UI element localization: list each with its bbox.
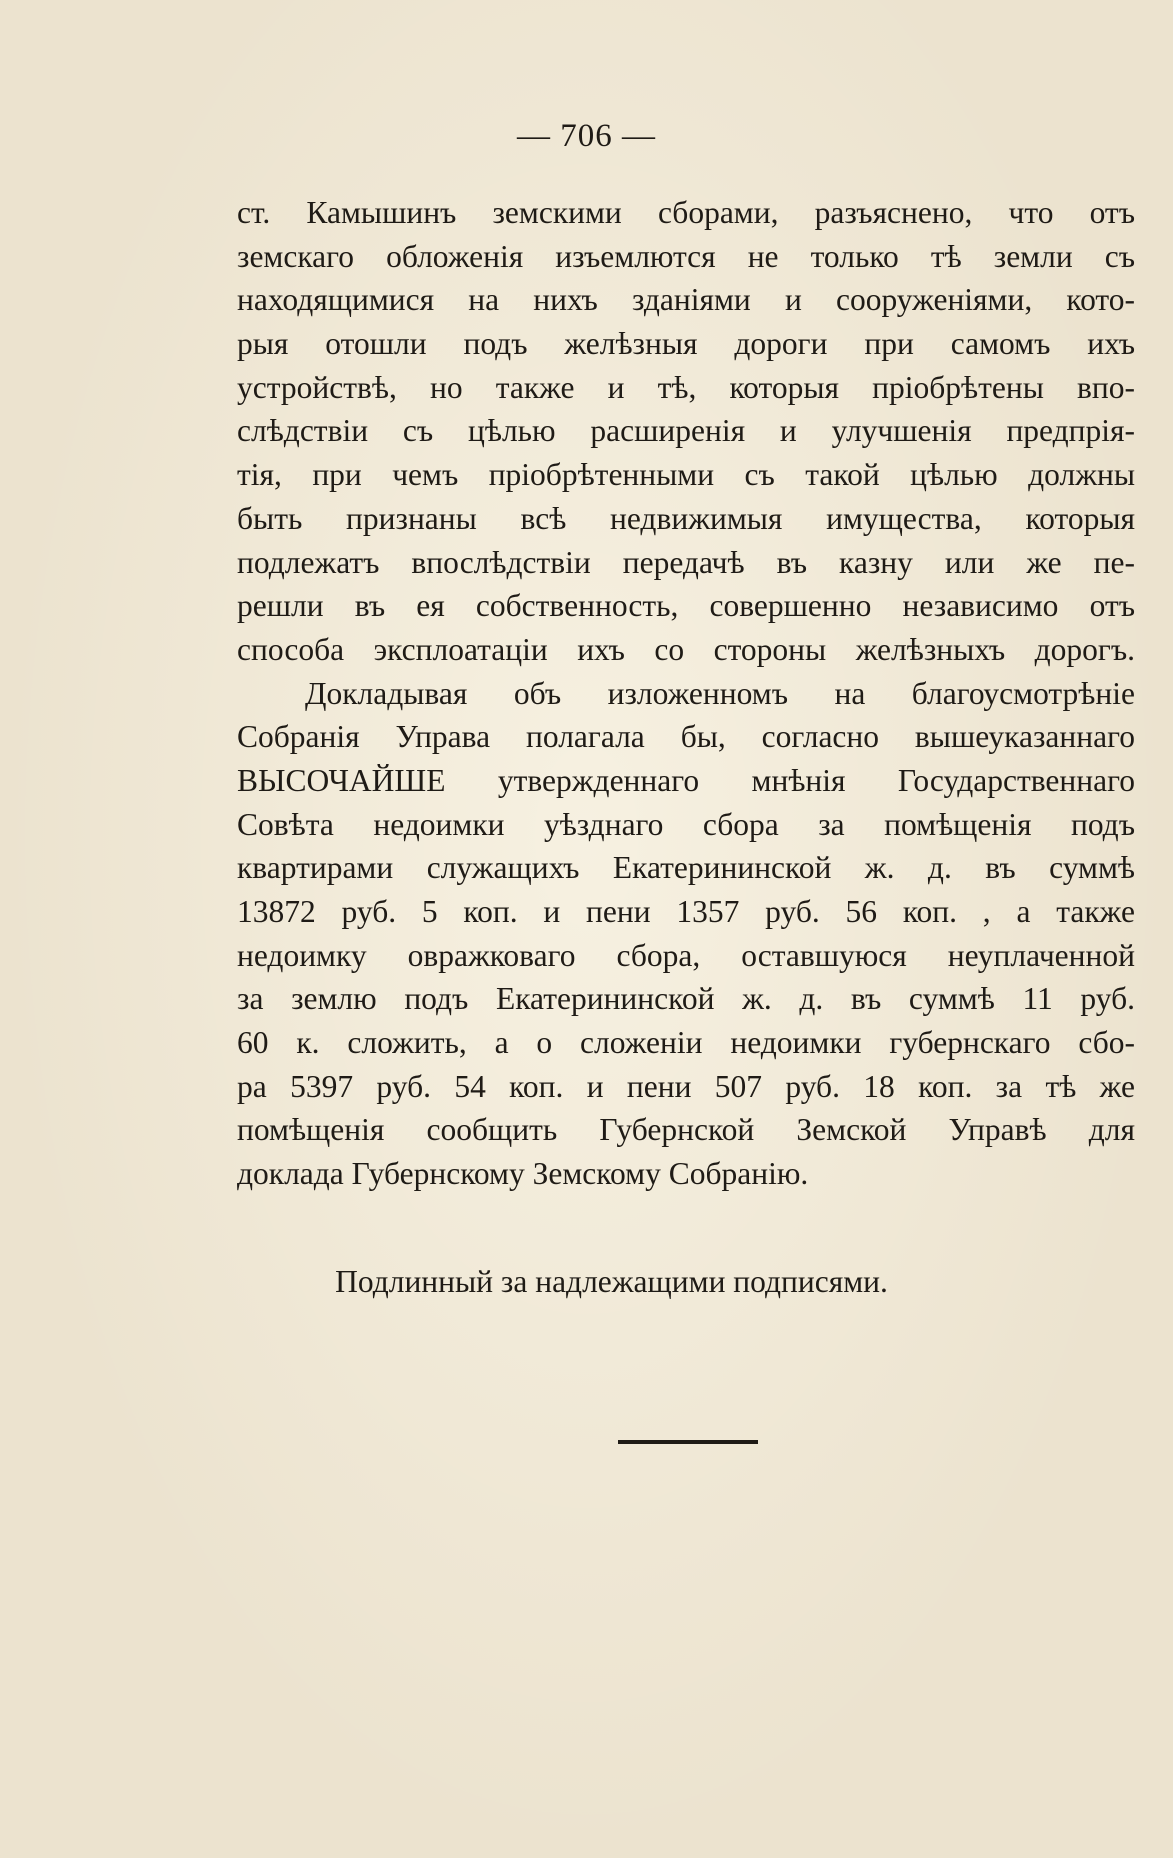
text-line: ра 5397 руб. 54 коп. и пени 507 руб. 18 коп. за тѣ же <box>237 1068 1135 1104</box>
closing-rule <box>618 1440 758 1444</box>
text-line: помѣщенія сообщить Губернской Земской Управѣ для <box>237 1112 1135 1148</box>
text-line: слѣдствіи съ цѣлью расширенія и улучшенія предпрія- <box>237 413 1135 449</box>
text-line: квартирами служащихъ Екатерининской ж. д. въ суммѣ <box>237 850 1135 886</box>
text-line: способа эксплоатаціи ихъ со стороны желѣзныхъ дорогъ. <box>237 631 1135 667</box>
paragraph <box>237 191 1135 672</box>
text-line: решли въ ея собственность, совершенно независимо отъ <box>237 588 1135 624</box>
page-number: — 706 — <box>517 118 656 154</box>
text-line: Собранія Управа полагала бы, согласно вышеуказаннаго <box>237 719 1135 755</box>
text-line: недоимку овражковаго сбора, оставшуюся неуплаченной <box>237 937 1135 973</box>
text-line: ВЫСОЧАЙШЕ утвержденнаго мнѣнія Государственнаго <box>237 762 1135 798</box>
text-line: подлежатъ впослѣдствіи передачѣ въ казну или же пе- <box>237 544 1135 580</box>
text-line: земскаго обложенія изъемлются не только тѣ земли съ <box>237 238 1135 274</box>
text-line: тія, при чемъ пріобрѣтенными съ такой цѣлью должны <box>237 457 1135 493</box>
text-line: доклада Губернскому Земскому Собранію. <box>237 1156 809 1192</box>
closing-note: Подлинный за надлежащими подписями. <box>335 1264 888 1299</box>
text-line: устройствѣ, но также и тѣ, которыя пріобрѣтены впо- <box>237 369 1135 405</box>
text-line: Совѣта недоимки уѣзднаго сбора за помѣщенія подъ <box>237 806 1135 842</box>
text-line: рыя отошли подъ желѣзныя дороги при самомъ ихъ <box>237 326 1135 362</box>
text-line: ст. Камышинъ земскими сборами, разъяснено, что отъ <box>237 195 1135 230</box>
paragraph <box>237 672 1135 1196</box>
text-line: 60 к. сложить, а о сложеніи недоимки губернскаго сбо- <box>237 1025 1135 1061</box>
text-line: быть признаны всѣ недвижимыя имущества, которыя <box>237 500 1135 536</box>
text-line: за землю подъ Екатерининской ж. д. въ суммѣ 11 руб. <box>237 981 1135 1017</box>
text-line: находящимися на нихъ зданіями и сооруженіями, кото- <box>237 282 1135 318</box>
text-line: Докладывая объ изложенномъ на благоусмотрѣніе <box>305 675 1135 711</box>
text-line: 13872 руб. 5 коп. и пени 1357 руб. 56 коп. , а также <box>237 894 1135 929</box>
body-text <box>237 191 1135 1196</box>
